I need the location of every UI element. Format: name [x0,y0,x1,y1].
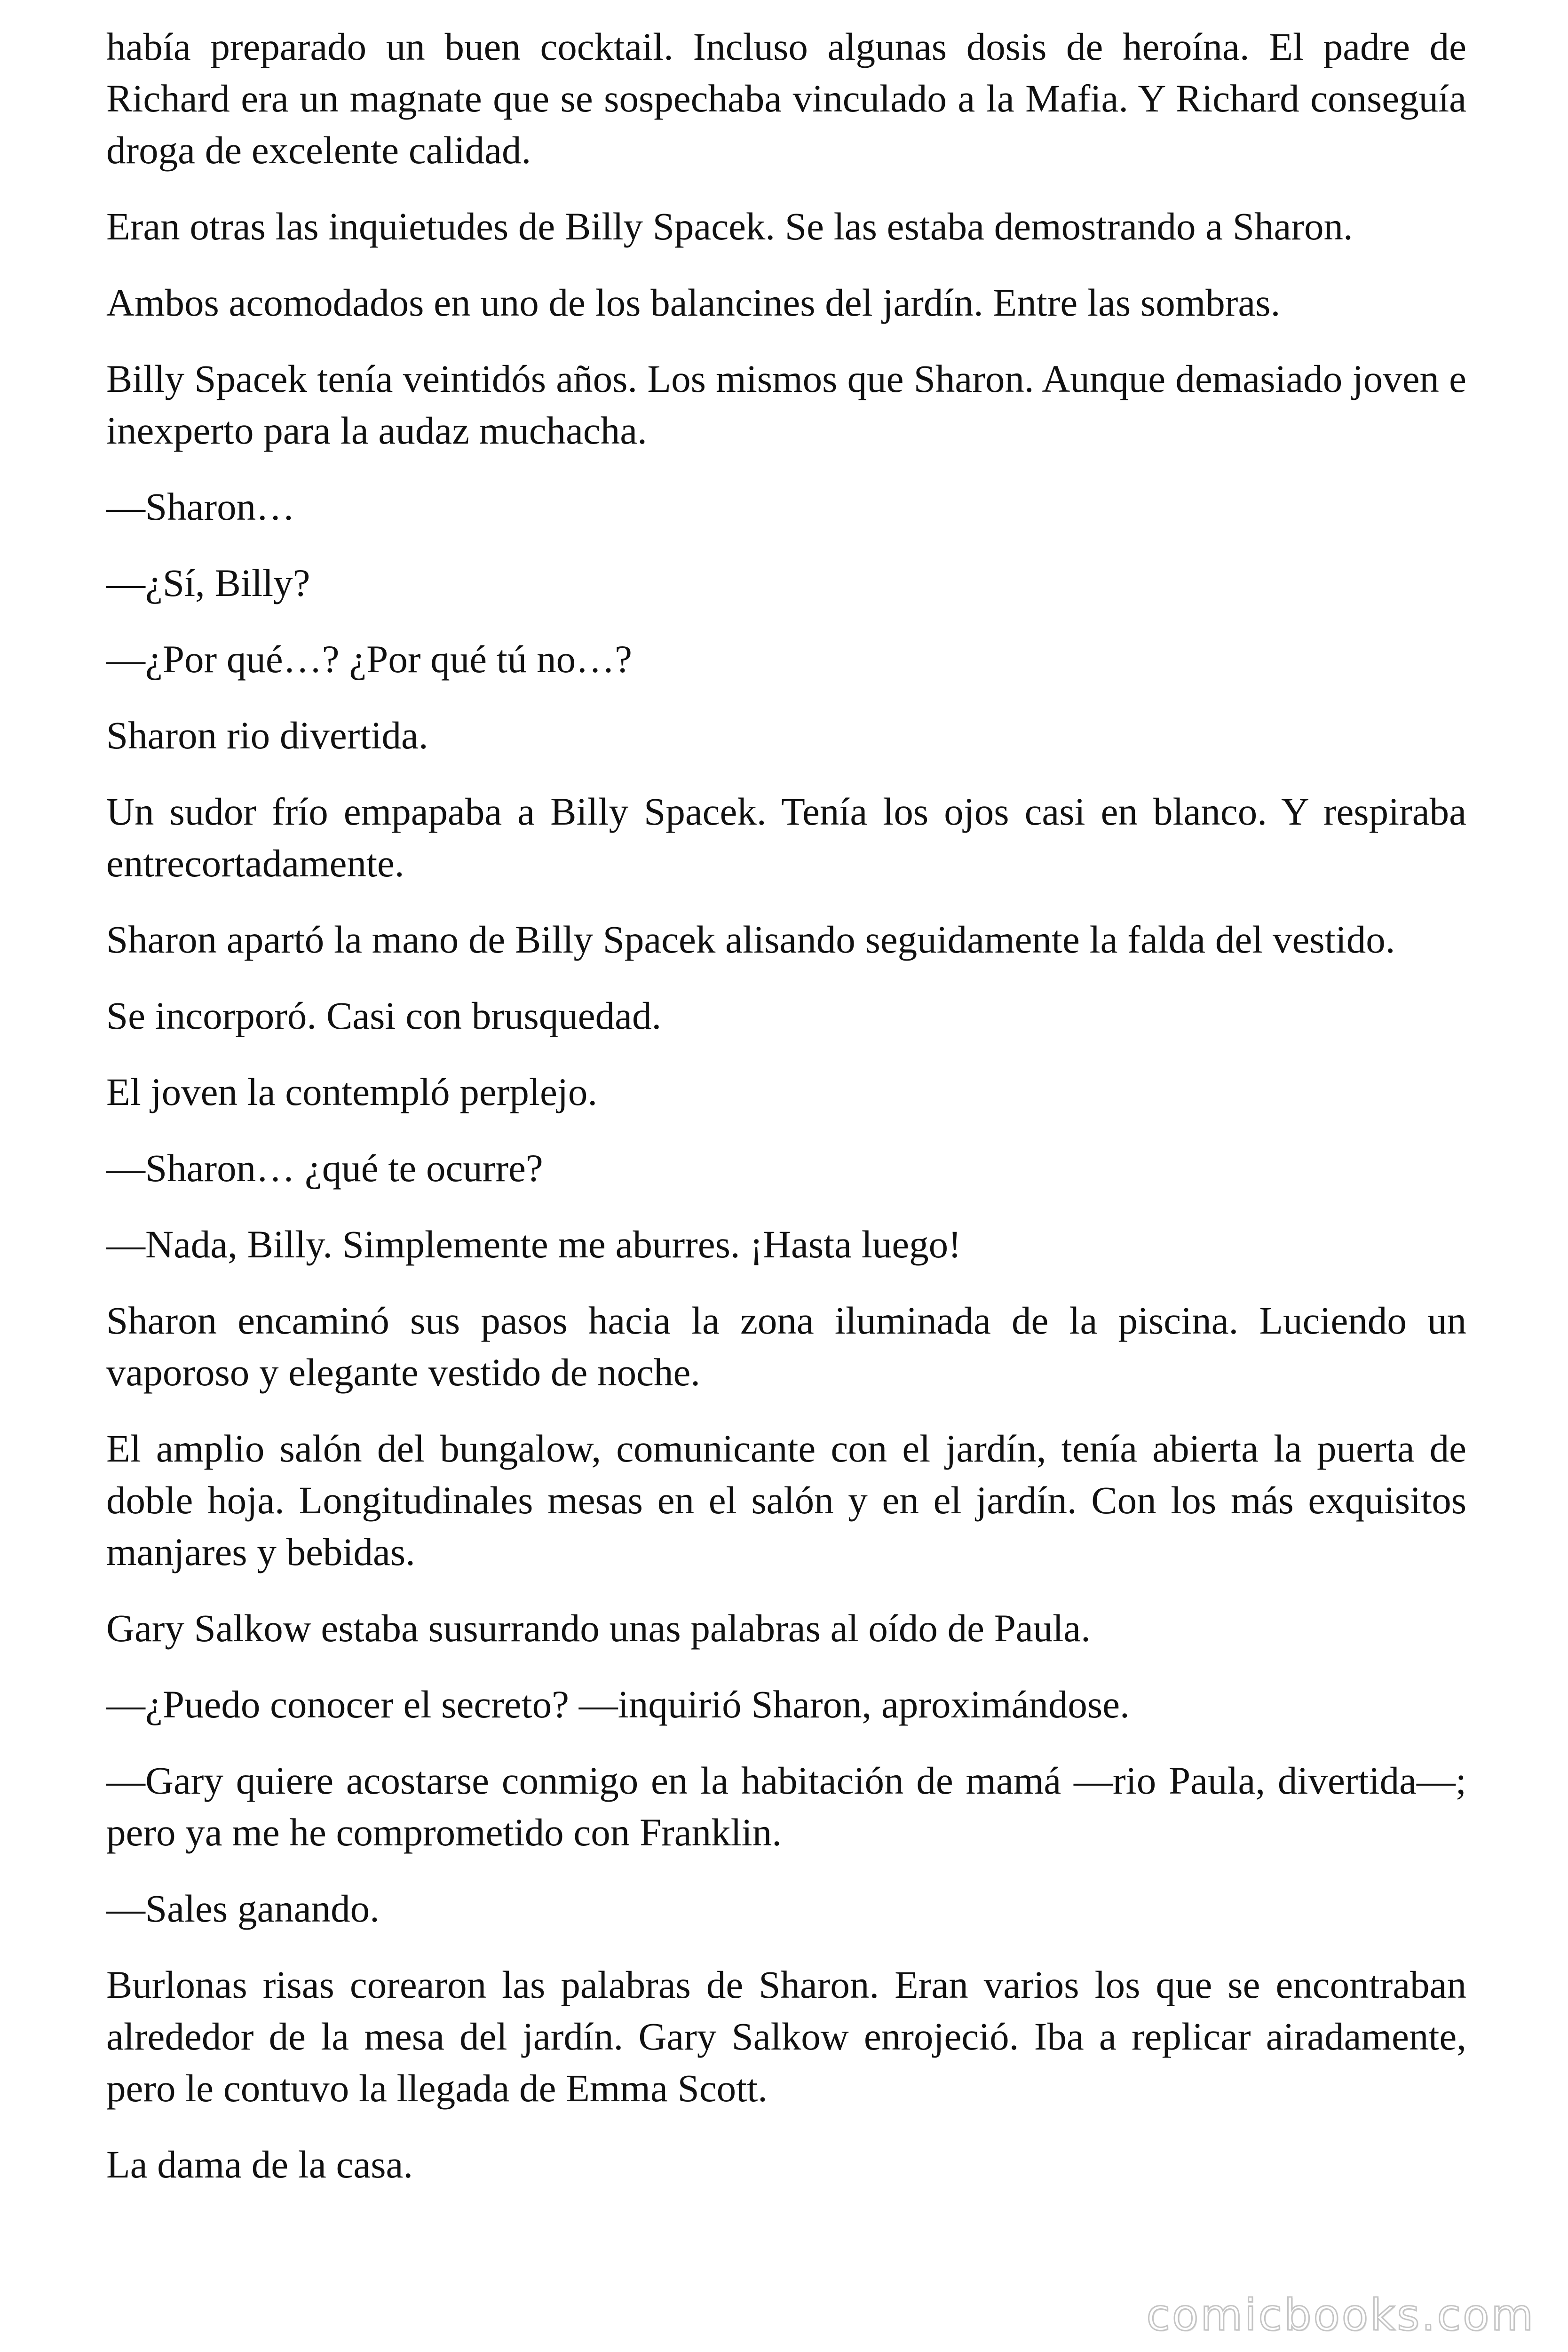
watermark-text: comicbooks.com [1146,2290,1535,2340]
paragraph: Ambos acomodados en uno de los balancines del jardín. Entre las sombras. [106,281,1281,324]
document-body [106,21,1466,2215]
paragraph: La dama de la casa. [106,2143,413,2186]
paragraph: —¿Sí, Billy? [106,561,310,604]
paragraph: Eran otras las inquietudes de Billy Spacek. Se las estaba demostrando a Sharon. [106,205,1353,248]
paragraph: Sharon encaminó sus pasos hacia la zona iluminada de la piscina. Luciendo un vaporoso y elegante vestido de noche. [106,1299,1466,1394]
paragraph: —Gary quiere acostarse conmigo en la habitación de mamá —rio Paula, divertida—; pero ya me he comprometido con Franklin. [106,1759,1466,1854]
paragraph: —Sales ganando. [106,1887,380,1930]
paragraph: —Nada, Billy. Simplemente me aburres. ¡Hasta luego! [106,1223,961,1266]
paragraph: Un sudor frío empapaba a Billy Spacek. Tenía los ojos casi en blanco. Y respiraba entrecortadamente. [106,790,1466,885]
paragraph: Burlonas risas corearon las palabras de Sharon. Eran varios los que se encontraban alrededor de la mesa del jardín. Gary Salkow enrojeció. Iba a replicar airadamente, pero le contuvo la llegada de Emma Scott. [106,1963,1466,2110]
paragraph: Se incorporó. Casi con brusquedad. [106,994,662,1037]
paragraph: Billy Spacek tenía veintidós años. Los mismos que Sharon. Aunque demasiado joven e inexperto para la audaz muchacha. [106,357,1466,452]
paragraph: —Sharon… [106,485,295,528]
paragraph: —¿Por qué…? ¿Por qué tú no…? [106,637,632,681]
paragraph: —Sharon… ¿qué te ocurre? [106,1146,543,1190]
paragraph: había preparado un buen cocktail. Incluso algunas dosis de heroína. El padre de Richard era un magnate que se sospechaba vinculado a la Mafia. Y Richard conseguía droga de excelente calidad. [106,25,1466,172]
paragraph: Sharon apartó la mano de Billy Spacek alisando seguidamente la falda del vestido. [106,918,1395,961]
paragraph: —¿Puedo conocer el secreto? —inquirió Sharon, aproximándose. [106,1683,1130,1726]
paragraph: El amplio salón del bungalow, comunicante con el jardín, tenía abierta la puerta de doble hoja. Longitudinales mesas en el salón y en el jardín. Con los más exquisitos manjares y bebidas. [106,1427,1466,1573]
paragraph: Gary Salkow estaba susurrando unas palabras al oído de Paula. [106,1606,1091,1650]
paragraph: El joven la contempló perplejo. [106,1070,598,1113]
paragraph: Sharon rio divertida. [106,714,428,757]
